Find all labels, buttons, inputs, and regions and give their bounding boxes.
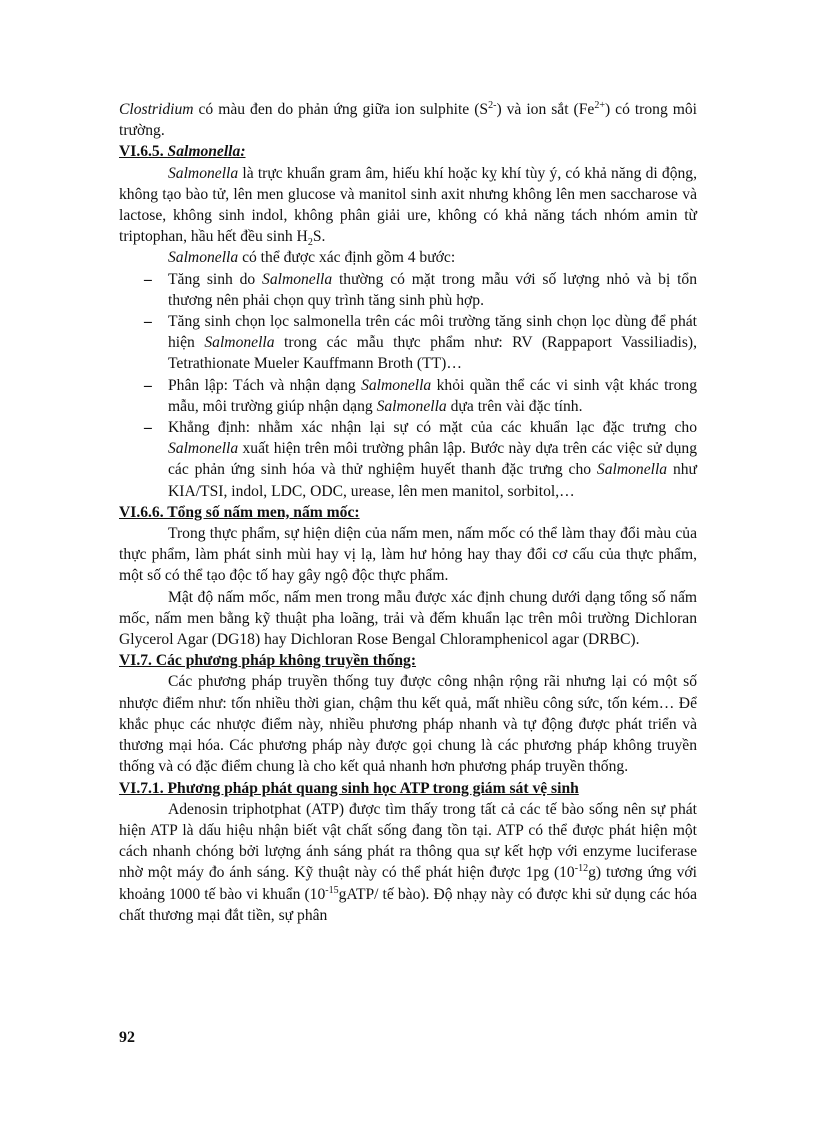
dash-bullet: – xyxy=(144,419,152,437)
non-traditional-paragraph: Các phương pháp truyền thống tuy được công nhận rộng rãi nhưng lại có một số nhược điểm như: tốn nhiều thời gian, chậm thu kết quả, mất nhiều công sức, tốn kém… Để khắc phục các nhược điểm này, nhiều phương pháp nhanh và tự động được phát triển và thương mại hóa. Các phương pháp này được gọi chung là các phương pháp không truyền thống và có đặc điểm chung là cho kết quả nhanh hơn phương pháp truyền thống. xyxy=(119,673,697,776)
heading-non-traditional-methods: VI.7. Các phương pháp không truyền thống: xyxy=(119,652,417,670)
heading-salmonella: VI.6.5. Salmonella: xyxy=(119,143,246,161)
dash-bullet: – xyxy=(144,270,152,288)
yeast-mold-paragraph-2: Mật độ nấm mốc, nấm men trong mẫu được xác định chung dưới dạng tổng số nấm mốc, nấm men bằng kỹ thuật pha loãng, trải và đếm khuẩn lạc trên môi trường Dichloran Glycerol Agar (DG18) hay Dichloran Rose Bengal Chloramphenicol agar (DRBC). xyxy=(119,588,697,649)
document-body xyxy=(119,99,697,926)
heading-atp-bioluminescence: VI.7.1. Phương pháp phát quang sinh học ATP trong giám sát vệ sinh xyxy=(119,779,579,797)
dash-bullet: – xyxy=(144,376,152,394)
list-item: – Tăng sinh do Salmonella thường có mặt trong mẫu với số lượng nhỏ và bị tổn thương nên phải chọn quy trình tăng sinh phù hợp. xyxy=(144,270,697,309)
intro-paragraph: Clostridium có màu đen do phản ứng giữa ion sulphite $(S^{2-})$ và ion sắt $(Fe^{2+})$ có trong môi trường. xyxy=(119,99,698,140)
salmonella-description: Salmonella là trực khuẩn gram âm, hiếu khí hoặc kỵ khí tùy ý, có khả năng di động, không tạo bào tử, lên men glucose và manitol sinh axit nhưng không lên men saccharose và lactose, không sinh indol, không phân giải ure, không có khả năng tách nhóm amin từ triptophan, hầu hết đều $\sinh H_2S$. xyxy=(119,164,697,249)
atp-paragraph: Adenosin triphotphat (ATP) được tìm thấy trong tất cả các tế bào sống nên sự phát hiện ATP là dấu hiệu nhận biết vật chất sống đang tồn tại. ATP có thể được phát hiện một cách nhanh chóng bởi lượng ánh sáng phát ra thông qua sự kết hợp với enzyme luciferase nhờ một máy đo ánh sáng. Kỹ thuật này có thể phát hiện được 1pg $(10^{-12}g)$ tương ứng với khoảng 1000 tế bào vi khuẩn ($10^{-15}gATP/$ tế bào). Độ nhạy này có được khi sử dụng các hóa chất thương mại đắt tiền, sự phân xyxy=(119,800,697,924)
salmonella-steps-list xyxy=(119,269,697,502)
list-item: – Phân lập: Tách và nhận dạng Salmonella khỏi quần thể các vi sinh vật khác trong mẫu, môi trường giúp nhận dạng Salmonella dựa trên vài đặc tính. xyxy=(144,376,697,415)
heading-yeast-mold: VI.6.6. Tổng số nấm men, nấm mốc: xyxy=(119,503,360,521)
yeast-mold-paragraph-1: Trong thực phẩm, sự hiện diện của nấm men, nấm mốc có thể làm thay đổi màu của thực phẩm, làm phát sinh mùi hay vị lạ, làm hư hỏng hay thay đổi cơ cấu của thực phẩm, một số có thể tạo độc tố hay gây ngộ độc thực phẩm. xyxy=(119,525,697,585)
page-number: 92 xyxy=(119,1029,135,1046)
dash-bullet: – xyxy=(144,313,152,331)
salmonella-steps-intro: Salmonella có thể được xác định gồm 4 bước: xyxy=(168,249,456,267)
list-item: – Khẳng định: nhằm xác nhận lại sự có mặt của các khuẩn lạc đặc trưng cho Salmonella xuất hiện trên môi trường phân lập. Bước này dựa trên các việc sử dụng các phản ứng sinh hóa và thử nghiệm huyết thanh đặc trưng cho Salmonella như KIA/TSI, indol, LDC, ODC, urease, lên men manitol, sorbitol,… xyxy=(144,419,697,500)
list-item: – Tăng sinh chọn lọc salmonella trên các môi trường tăng sinh chọn lọc dùng để phát hiện Salmonella trong các mẫu thực phẩm như: RV (Rappaport Vassiliadis), Tetrathionate Mueler Kauffmann Broth (TT)… xyxy=(144,313,698,373)
